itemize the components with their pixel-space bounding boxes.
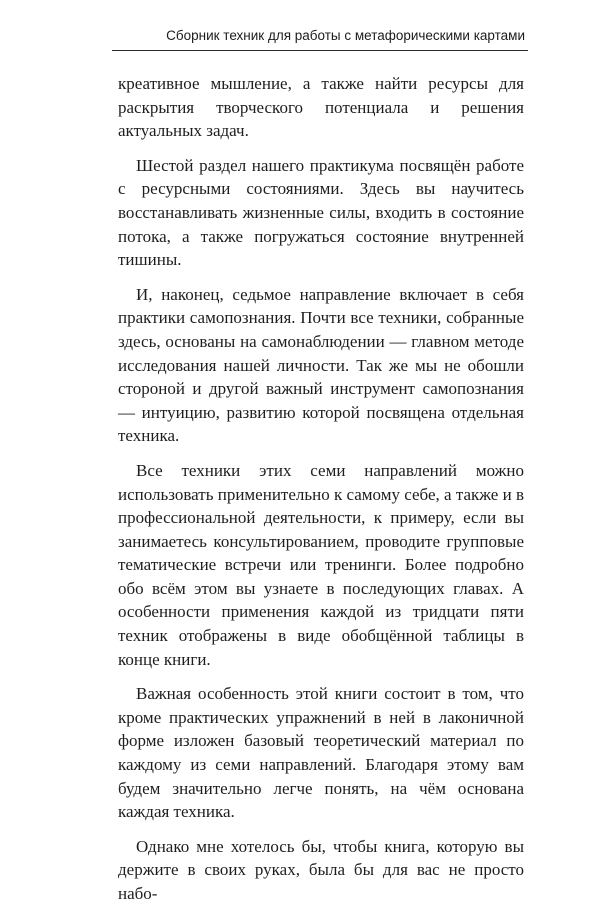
paragraph-techniques-usage: Все техники этих семи направлений можно использовать применительно к самому себе, а также и в профессиональной деятельности, к примеру, если вы занимаетесь консультированием, проводите групповые тематические встречи или тренинги. Более подробно обо всём этом вы узнаете в последующих главах. А особенности применения каждой из тридцати пяти техник отображены в виде обобщённой таблицы в конце книги. <box>118 460 524 669</box>
paragraph-closing: Однако мне хотелось бы, чтобы книга, которую вы держите в своих руках, была бы для вас не просто набо- <box>118 836 524 903</box>
paragraph-continuation: креативное мышление, а также найти ресурсы для раскрытия творческого потенциала и решения актуальных задач. <box>118 74 524 141</box>
running-header: Сборник техник для работы с метафорическими картами <box>166 28 525 43</box>
header-divider <box>112 50 528 51</box>
paragraph-seventh-direction: И, наконец, седьмое направление включает в себя практики самопознания. Почти все техники, собранные здесь, основаны на самонаблюдении — главном методе исследования нашей личности. Так же мы не обошли стороной и другой важный инструмент самопознания — интуицию, развитию которой посвящена отдельная техника. <box>118 284 524 446</box>
paragraph-sixth-section: Шестой раздел нашего практикума посвящён работе с ресурсными состояниями. Здесь вы научитесь восстанавливать жизненные силы, входить в состояние потока, а также погружаться состояние внутренней тишины. <box>118 155 524 270</box>
paragraph-book-feature: Важная особенность этой книги состоит в том, что кроме практических упражнений в ней в лаконичной форме изложен базовый теоретический материал по каждому из семи направлений. Благодаря этому вам будем значительно легче понять, на чём основана каждая техника. <box>118 684 524 822</box>
body-text <box>118 72 524 906</box>
